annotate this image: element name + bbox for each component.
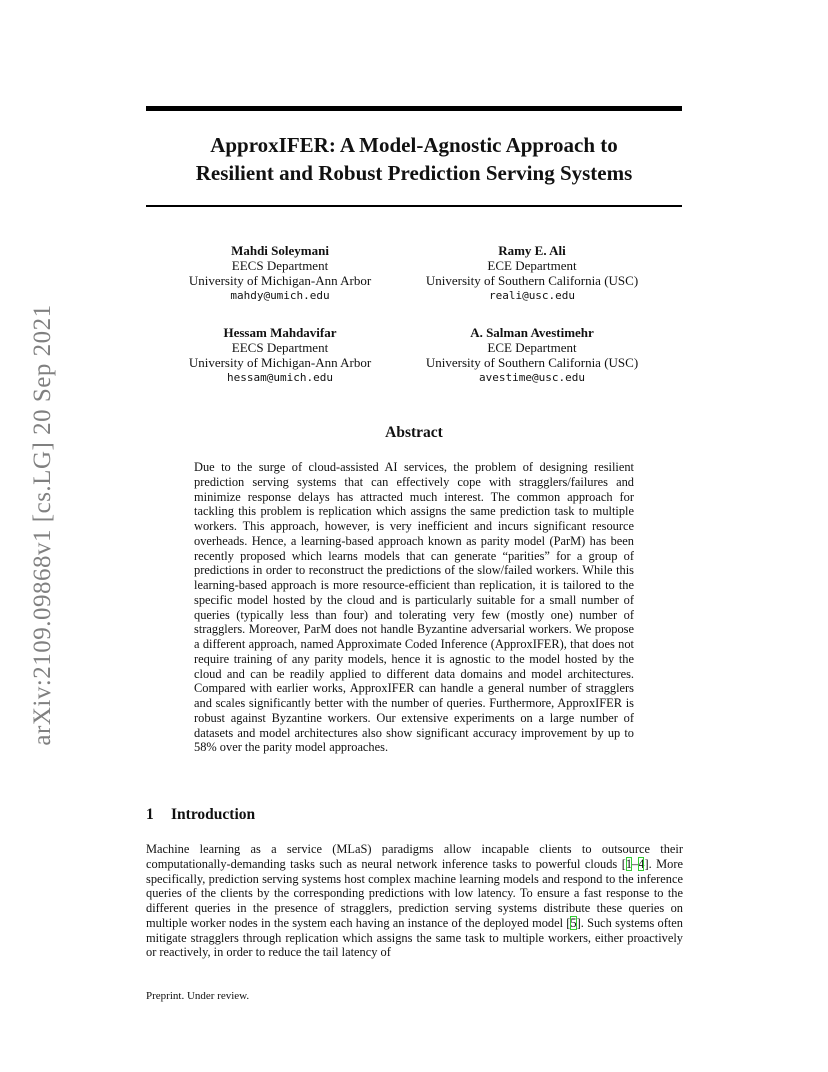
citation-link[interactable]: 1 bbox=[625, 856, 633, 871]
citation-link[interactable]: 4 bbox=[638, 856, 645, 871]
title-line-1: ApproxIFER: A Model-Agnostic Approach to bbox=[210, 133, 618, 157]
author-institution: University of Michigan-Ann Arbor bbox=[188, 273, 372, 288]
section-heading-introduction bbox=[146, 806, 255, 824]
author-block-1 bbox=[150, 243, 410, 303]
intro-text-part-2: ]. More specifically, prediction serving systems host complex machine learning models and respond to the inference queries of the clients by the corresponding predictions with low latency. To ensure a fast response to the different queries in the presence of stragglers, prediction serving systems distribute these queries on multiple worker nodes in the system each having an instance of the deployed model [ bbox=[146, 856, 683, 930]
author-department: ECE Department bbox=[487, 340, 577, 355]
author-name: A. Salman Avestimehr bbox=[470, 325, 594, 340]
author-institution: University of Southern California (USC) bbox=[425, 273, 639, 288]
paper-title bbox=[146, 131, 682, 187]
section-number: 1 bbox=[146, 806, 154, 823]
author-institution: University of Southern California (USC) bbox=[425, 355, 639, 370]
citation-range-dash: – bbox=[632, 856, 639, 871]
title-top-rule bbox=[146, 106, 682, 111]
author-institution: University of Michigan-Ann Arbor bbox=[188, 355, 372, 370]
author-name: Mahdi Soleymani bbox=[231, 243, 329, 258]
intro-text-part-3: ]. Such systems often mitigate stragglers through replication which assigns the same task to multiple workers, either proactively or reactively, in order to reduce the tail latency of bbox=[146, 915, 684, 960]
author-department: ECE Department bbox=[487, 258, 577, 273]
author-name: Ramy E. Ali bbox=[498, 243, 566, 258]
author-block-4 bbox=[402, 325, 662, 385]
author-email: hessam@umich.edu bbox=[227, 371, 333, 384]
author-block-2 bbox=[402, 243, 662, 303]
author-department: EECS Department bbox=[231, 258, 329, 273]
author-email: mahdy@umich.edu bbox=[230, 289, 330, 302]
title-line-2: Resilient and Robust Prediction Serving Systems bbox=[195, 161, 633, 185]
citation-link[interactable]: 5 bbox=[570, 915, 577, 930]
abstract-heading: Abstract bbox=[385, 424, 443, 441]
arxiv-sidebar bbox=[18, 290, 68, 760]
arxiv-identifier: arXiv:2109.09868v1 [cs.LG] 20 Sep 2021 bbox=[29, 304, 56, 746]
author-email: avestime@usc.edu bbox=[479, 371, 585, 384]
author-name: Hessam Mahdavifar bbox=[223, 325, 337, 340]
footer-note: Preprint. Under review. bbox=[146, 990, 250, 1002]
author-block-3 bbox=[150, 325, 410, 385]
title-bottom-rule bbox=[146, 205, 682, 207]
intro-text-part-1: Machine learning as a service (MLaS) paradigms allow incapable clients to outsource their computationally-demanding tasks such as neural network inference tasks to powerful clouds [ bbox=[146, 842, 683, 871]
abstract-text: Due to the surge of cloud-assisted AI services, the problem of designing resilient prediction serving systems that can effectively cope with stragglers/failures and minimize response delays has attracted much interest. The common approach for tackling this problem is replication which assigns the same prediction task to multiple workers. This approach, however, is very inefficient and incurs significant resource overheads. Hence, a learning-based approach known as parity model (ParM) has been recently proposed which learns models that can generate “parities” for a group of predictions in order to reconstruct the predictions of the slow/failed workers. While this learning-based approach is more resource-efficient than replication, it is tailored to the specific model hosted by the cloud and is particularly suitable for a small number of queries (typically less than four) and tolerating very few (mostly one) number of stragglers. Moreover, ParM does not handle Byzantine adversarial workers. We propose a different approach, named Approximate Coded Inference (ApproxIFER), that does not require training of any parity models, hence it is agnostic to the model hosted by the cloud and can be readily applied to different data domains and model architectures. Compared with earlier works, ApproxIFER can handle a general number of stragglers and scales significantly better with the number of queries. Furthermore, ApproxIFER is robust against Byzantine workers. Our extensive experiments on a large number of datasets and model architectures also show significant accuracy improvement by up to 58% over the parity model approaches. bbox=[194, 460, 634, 755]
author-email: reali@usc.edu bbox=[488, 289, 576, 302]
section-title: Introduction bbox=[171, 806, 256, 823]
introduction-paragraph bbox=[146, 842, 683, 960]
author-department: EECS Department bbox=[231, 340, 329, 355]
